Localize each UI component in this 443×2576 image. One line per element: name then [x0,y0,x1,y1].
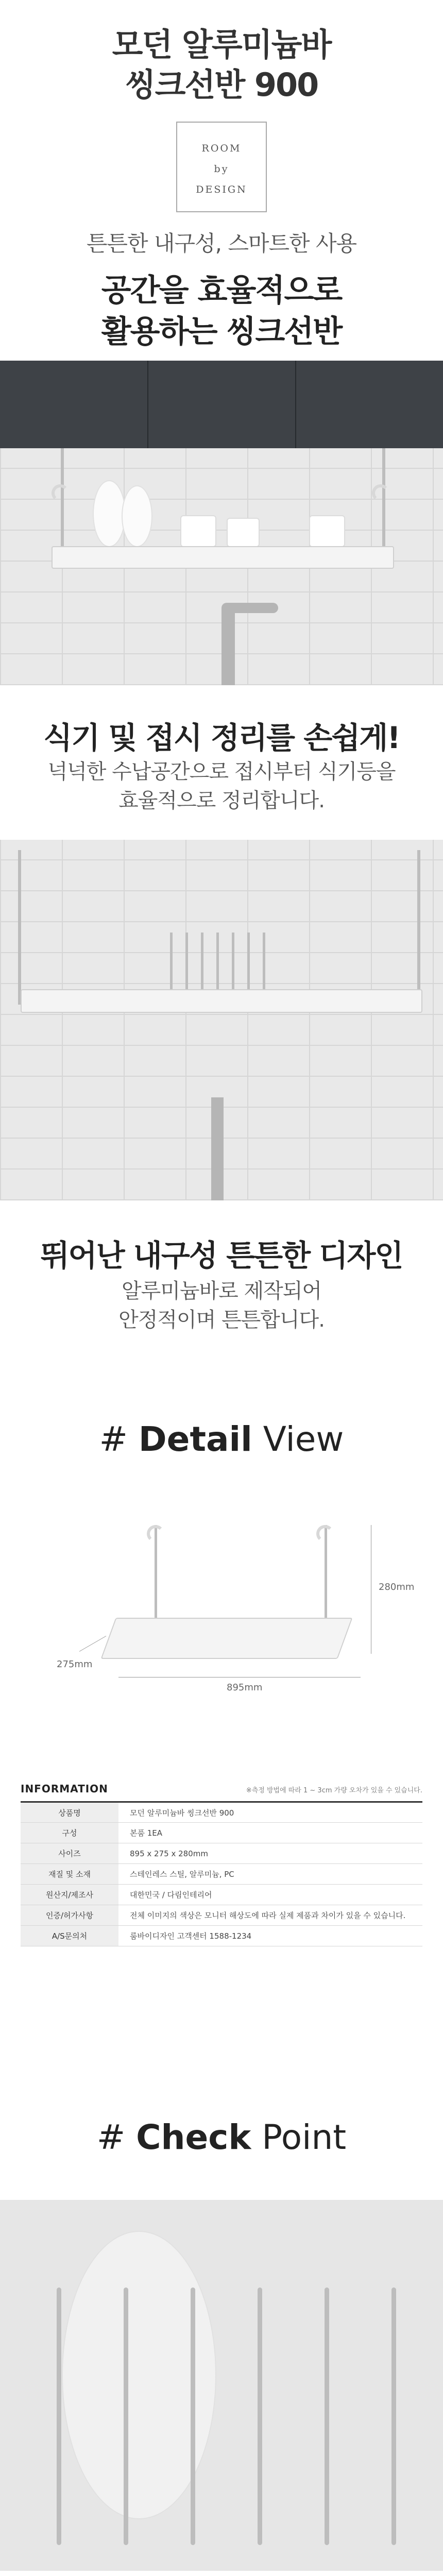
faucet [211,1097,224,1200]
faucet [222,608,235,685]
product-title-line1: 모던 알루미늄바 [112,26,331,63]
row-key: A/S문의처 [21,1926,118,1946]
intro-block [0,227,443,352]
intro-subtitle: 튼튼한 내구성, 스마트한 사용 [86,231,357,256]
dish-rack-bar [232,933,234,989]
dim-depth: 275mm [57,1659,93,1670]
info-note: ※측정 방법에 따라 1 ~ 3cm 가량 오차가 있을 수 있습니다. [246,1787,422,1794]
row-key: 사이즈 [21,1843,118,1864]
cup [180,515,216,547]
bracket-hook [52,484,69,502]
logo-line-by: by [214,163,229,175]
rack-bar [325,2287,329,2545]
dish-rack-bar [247,933,250,989]
cup [227,518,260,547]
dish-plate [122,485,152,547]
brand-logo [176,122,267,212]
row-value: 본품 1EA [118,1823,422,1843]
rack-bar [191,2287,195,2545]
table-row [21,1926,422,1946]
shelf-bracket [18,850,21,1005]
table-row [21,1823,422,1843]
logo-line-design: DESIGN [196,184,247,195]
faucet-spout [222,603,278,613]
closeup-photo-dish-rack [0,2200,443,2571]
row-value: 전체 이미지의 색상은 모니터 해상도에 따라 실제 제품과 차이가 있을 수 있습니다. [118,1905,422,1926]
table-row [21,1802,422,1823]
check-rest: Point [251,2117,347,2157]
row-key: 재질 및 소재 [21,1864,118,1885]
cabinet [0,361,443,448]
row-value: 모던 알루미늄바 씽크선반 900 [118,1802,422,1823]
section2-desc-line2: 안정적이며 튼튼합니다. [118,1308,325,1332]
section1-title: 식기 및 접시 정리를 손쉽게! [43,720,400,755]
drawing-hook [316,1525,334,1543]
intro-headline-line2: 활용하는 씽크선반 [101,314,342,350]
rack-bar [57,2287,61,2545]
drawing-hook [147,1525,164,1543]
detail-view-heading [0,1419,443,1459]
logo-line-room: ROOM [201,143,242,154]
cabinet-door-gap [295,361,296,448]
table-row [21,1843,422,1864]
drawing-tray [100,1618,352,1659]
section2-title: 뛰어난 내구성 튼튼한 디자인 [40,1238,403,1273]
row-value: 대한민국 / 다림인테리어 [118,1885,422,1905]
product-title-line2: 씽크선반 900 [125,66,318,104]
dim-width: 895mm [227,1682,263,1693]
rack-bar [124,2287,128,2545]
section1-desc-line1: 넉넉한 수납공간으로 접시부터 식기등을 [47,760,396,784]
dish-rack-bar [263,933,265,989]
dish-rack-bar [185,933,188,989]
dim-height: 280mm [379,1582,415,1592]
information-table [21,1783,422,1946]
detail-bold: Detail [138,1419,252,1459]
detail-hash: # [99,1419,128,1459]
row-key: 상품명 [21,1802,118,1823]
check-hash: # [96,2117,126,2157]
dish-rack-bar [216,933,219,989]
rack-bar [391,2287,396,2545]
depth-dim-line [79,1636,106,1652]
dish-plate [93,480,126,547]
row-key: 구성 [21,1823,118,1843]
product-photo-2 [0,840,443,1200]
table-row [21,1864,422,1885]
info-rows [21,1801,422,1946]
check-point-heading [0,2117,443,2157]
cabinet-door-gap [147,361,148,448]
info-title: INFORMATION [21,1783,108,1795]
row-key: 원산지/제조사 [21,1885,118,1905]
dish-rack-bar [201,933,203,989]
row-value: 895 x 275 x 280mm [118,1843,422,1864]
section1-desc-line2: 효율적으로 정리합니다. [118,789,325,812]
row-value: 룸바이디자인 고객센터 1588-1234 [118,1926,422,1946]
intro-headline-line1: 공간을 효율적으로 [101,273,342,309]
check-bold: Check [136,2117,251,2157]
detail-rest: View [252,1419,344,1459]
shelf-tray [52,546,394,569]
rack-bar [258,2287,262,2545]
cup [309,515,345,547]
dimension-drawing [0,1504,443,1752]
product-photo-1 [0,361,443,685]
row-value: 스테인레스 스틸, 알루미늄, PC [118,1864,422,1885]
bracket-hook [372,484,389,502]
shelf-tray [21,989,422,1013]
section2-desc-line1: 알루미늄바로 제작되어 [121,1279,322,1303]
shelf-bracket [417,850,420,1005]
dish-rack-bar [170,933,173,989]
table-row [21,1905,422,1926]
table-row [21,1885,422,1905]
row-key: 인증/허가사항 [21,1905,118,1926]
